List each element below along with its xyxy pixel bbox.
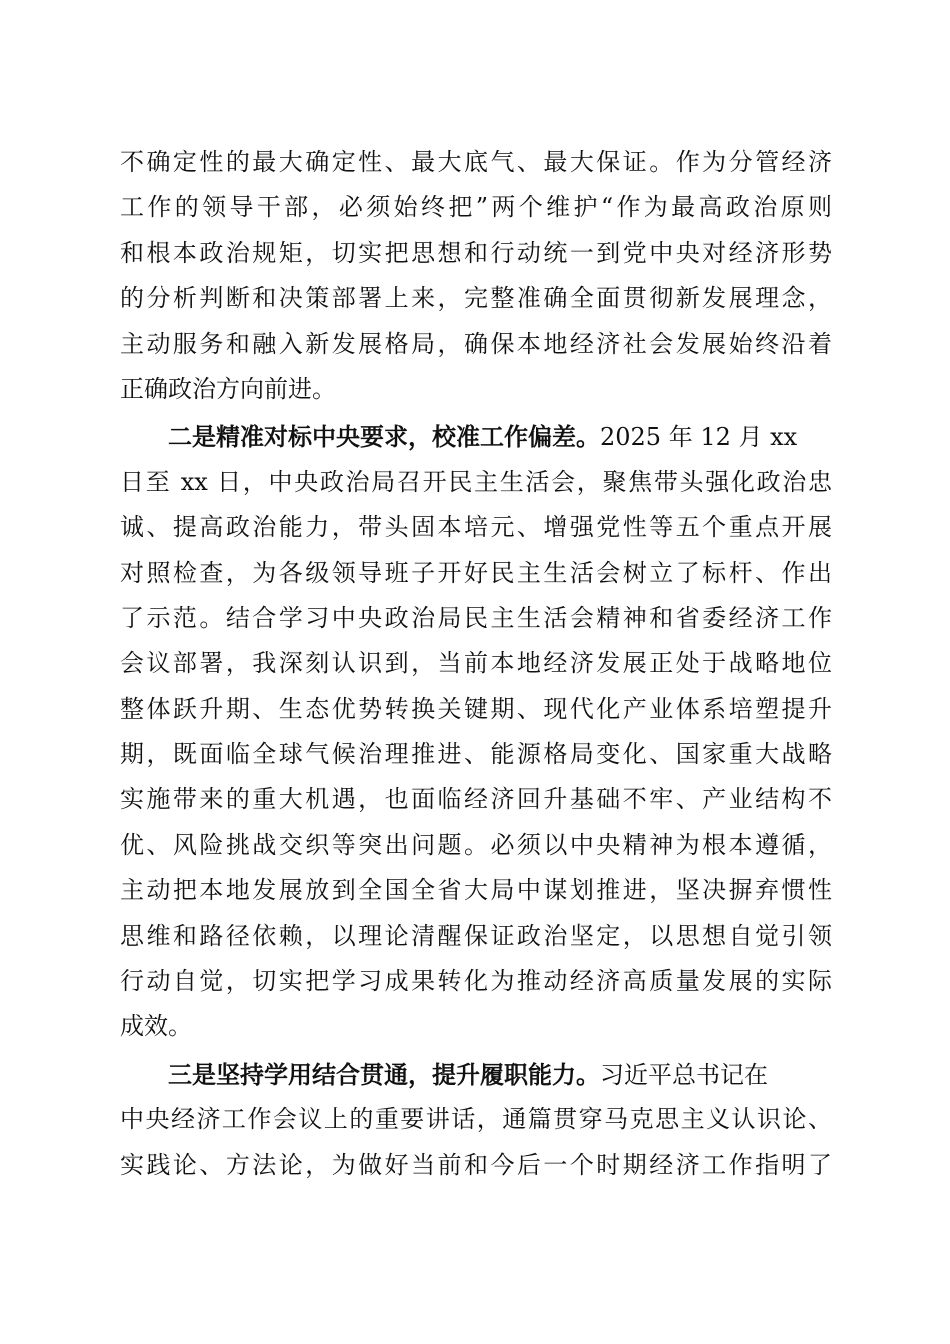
paragraph-first-line [120,414,832,459]
line-text: 2025 年 12 月 xx [600,423,798,452]
line-text: 会议部署，我深刻认识到，当前本地经济发展正处于战略地位 [120,649,832,678]
body-line [120,914,832,959]
line-text: 行动自觉，切实把学习成果转化为推动经济高质量发展的实际 [120,967,832,996]
line-text: 实践论、方法论，为做好当前和今后一个时期经济工作指明了 [120,1150,832,1179]
body-line [120,687,832,732]
line-text: 工作的领导干部，必须始终把”两个维护“作为最高政治原则 [120,193,832,222]
body-line [120,823,832,868]
line-text: 日至 xx 日，中央政治局召开民主生活会，聚焦带头强化政治忠 [120,467,832,496]
line-text: 整体跃升期、生态优势转换关键期、现代化产业体系培塑提升 [120,694,832,723]
line-text: 期，既面临全球气候治理推进、能源格局变化、国家重大战略 [120,740,832,769]
line-text: 优、风险挑战交织等突出问题。必须以中央精神为根本遵循， [120,830,832,859]
body-line [120,140,832,185]
body-line [120,732,832,777]
line-text: 思维和路径依赖，以理论清醒保证政治坚定，以思想自觉引领 [120,921,832,950]
line-text: 正确政治方向前进。 [120,374,336,403]
line-text: 习近平总书记在 [600,1060,768,1089]
body-line [120,460,832,505]
line-text: 实施带来的重大机遇，也面临经济回升基础不牢、产业结构不 [120,785,832,814]
body-line [120,185,832,230]
line-text: 了示范。结合学习中央政治局民主生活会精神和省委经济工作 [120,603,832,632]
body-line-last [120,1004,832,1049]
line-text: 诚、提高政治能力，带头固本培元、增强党性等五个重点开展 [120,513,832,542]
body-line [120,641,832,686]
line-text: 的分析判断和决策部署上来，完整准确全面贯彻新发展理念， [120,284,832,313]
body-line [120,1143,832,1188]
body-line [120,596,832,641]
body-line [120,322,832,367]
body-line [120,959,832,1004]
body-line [120,276,832,321]
body-line [120,868,832,913]
line-text: 成效。 [120,1012,192,1041]
paragraph-first-line [120,1052,832,1097]
document-body [120,140,832,1188]
line-text: 和根本政治规矩，切实把思想和行动统一到党中央对经济形势 [120,238,832,267]
body-line-last [120,367,832,412]
paragraph-lead-heading: 三是坚持学用结合贯通，提升履职能力。 [168,1059,600,1089]
line-text: 中央经济工作会议上的重要讲话，通篇贯穿马克思主义认识论、 [120,1105,832,1134]
line-text: 主动把本地发展放到全国全省大局中谋划推进，坚决摒弃惯性 [120,876,832,905]
line-text: 主动服务和融入新发展格局，确保本地经济社会发展始终沿着 [120,329,832,358]
line-text: 不确定性的最大确定性、最大底气、最大保证。作为分管经济 [120,148,832,176]
body-line [120,777,832,822]
body-line [120,505,832,550]
body-line [120,551,832,596]
line-text: 对照检查，为各级领导班子开好民主生活会树立了标杆、作出 [120,558,832,587]
paragraph-lead-heading: 二是精准对标中央要求，校准工作偏差。 [168,422,600,452]
body-line [120,1097,832,1142]
body-line [120,231,832,276]
